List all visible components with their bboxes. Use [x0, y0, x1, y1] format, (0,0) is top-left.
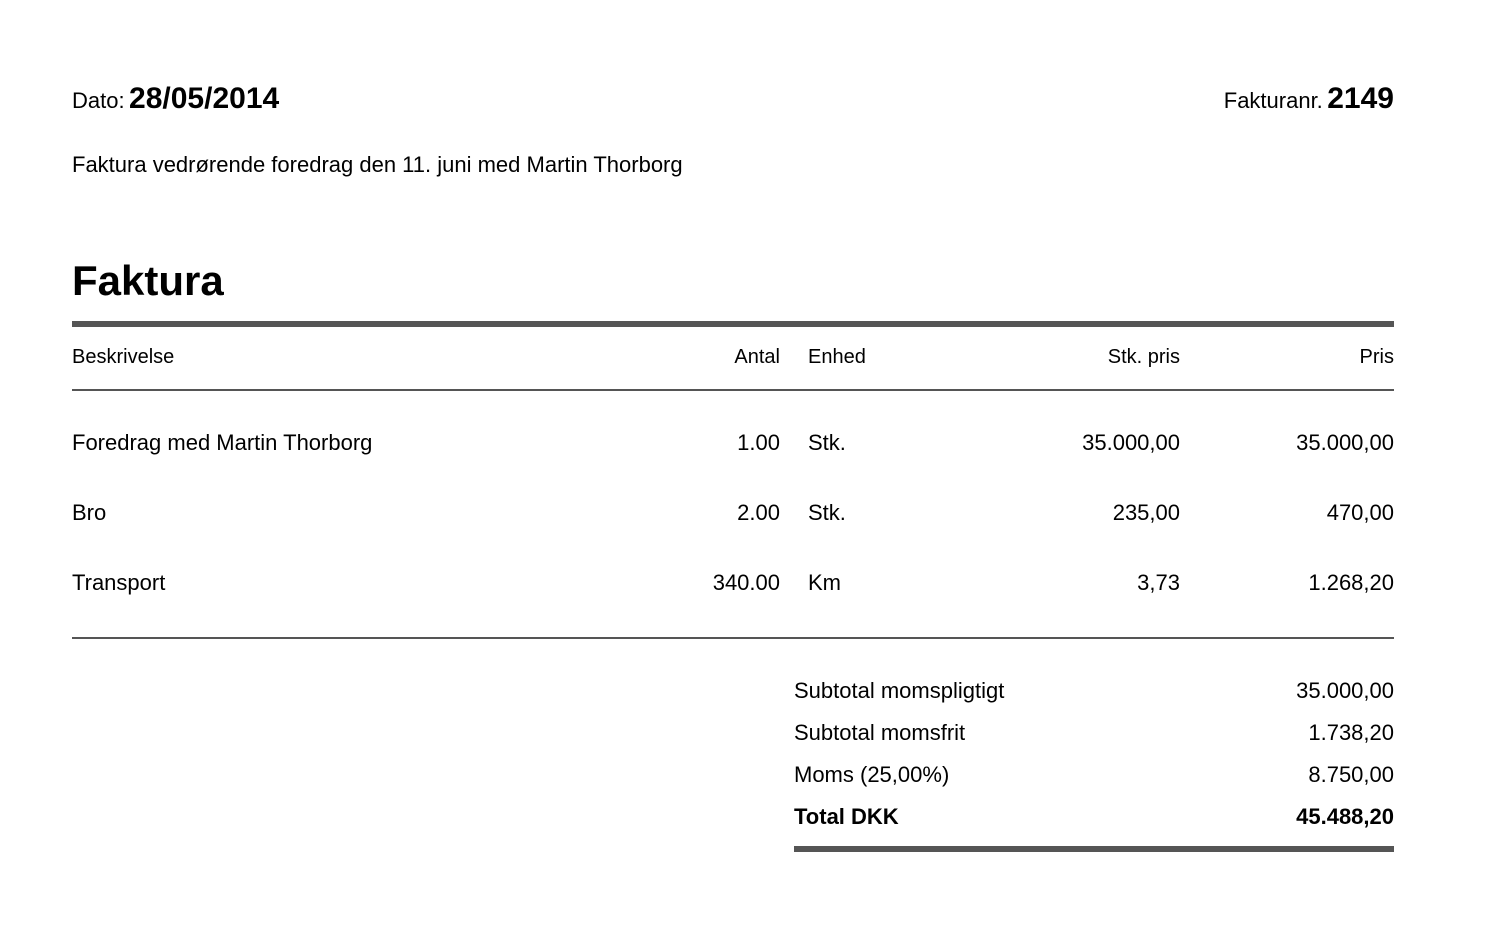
invoice-meta [72, 82, 1394, 122]
grand-total-label: Total DKK [794, 804, 899, 829]
invoice-number-value: 2149 [1327, 82, 1394, 115]
row-unit: Km [808, 570, 841, 595]
header-price: Pris [1359, 346, 1394, 368]
invoice-number-label: Fakturanr. [1223, 88, 1323, 113]
row-description: Bro [72, 500, 107, 525]
totals-value: 1.738,20 [1308, 720, 1394, 745]
totals-row-subtotal-vat [794, 678, 1394, 720]
row-description: Foredrag med Martin Thorborg [72, 430, 373, 455]
header-unit-price: Stk. pris [1107, 346, 1180, 368]
totals-value: 35.000,00 [1296, 678, 1394, 703]
page-title: Faktura [72, 257, 224, 304]
totals-label: Subtotal momsfrit [794, 720, 966, 745]
row-unit-price: 35.000,00 [1082, 430, 1180, 455]
header-quantity: Antal [734, 346, 780, 368]
row-price: 1.268,20 [1308, 570, 1394, 595]
row-price: 35.000,00 [1296, 430, 1394, 455]
table-top-rule [72, 321, 1394, 327]
totals-block [794, 678, 1394, 846]
invoice-page [72, 0, 1394, 932]
invoice-date [72, 82, 279, 116]
row-unit: Stk. [808, 500, 846, 525]
table-bottom-rule [72, 637, 1394, 639]
date-value: 28/05/2014 [129, 82, 280, 115]
table-header-rule [72, 389, 1394, 391]
row-quantity: 1.00 [737, 430, 780, 455]
row-description: Transport [72, 570, 166, 595]
row-price: 470,00 [1326, 500, 1394, 525]
row-quantity: 340.00 [712, 570, 780, 595]
grand-total-value: 45.488,20 [1296, 804, 1394, 829]
header-unit: Enhed [808, 346, 866, 368]
totals-row-subtotal-vat-free [794, 720, 1394, 762]
invoice-description: Faktura vedrørende foredrag den 11. juni med Martin Thorborg [72, 152, 683, 177]
date-label: Dato: [72, 88, 125, 113]
row-unit-price: 3,73 [1137, 570, 1180, 595]
totals-bottom-rule [794, 846, 1394, 852]
totals-label: Subtotal momspligtigt [794, 678, 1005, 703]
totals-label: Moms (25,00%) [794, 762, 950, 787]
row-quantity: 2.00 [737, 500, 780, 525]
totals-row-vat [794, 762, 1394, 804]
totals-value: 8.750,00 [1308, 762, 1394, 787]
invoice-number [1224, 82, 1394, 116]
totals-row-grand-total [794, 804, 1394, 846]
row-unit: Stk. [808, 430, 846, 455]
row-unit-price: 235,00 [1112, 500, 1180, 525]
header-description: Beskrivelse [72, 346, 175, 368]
